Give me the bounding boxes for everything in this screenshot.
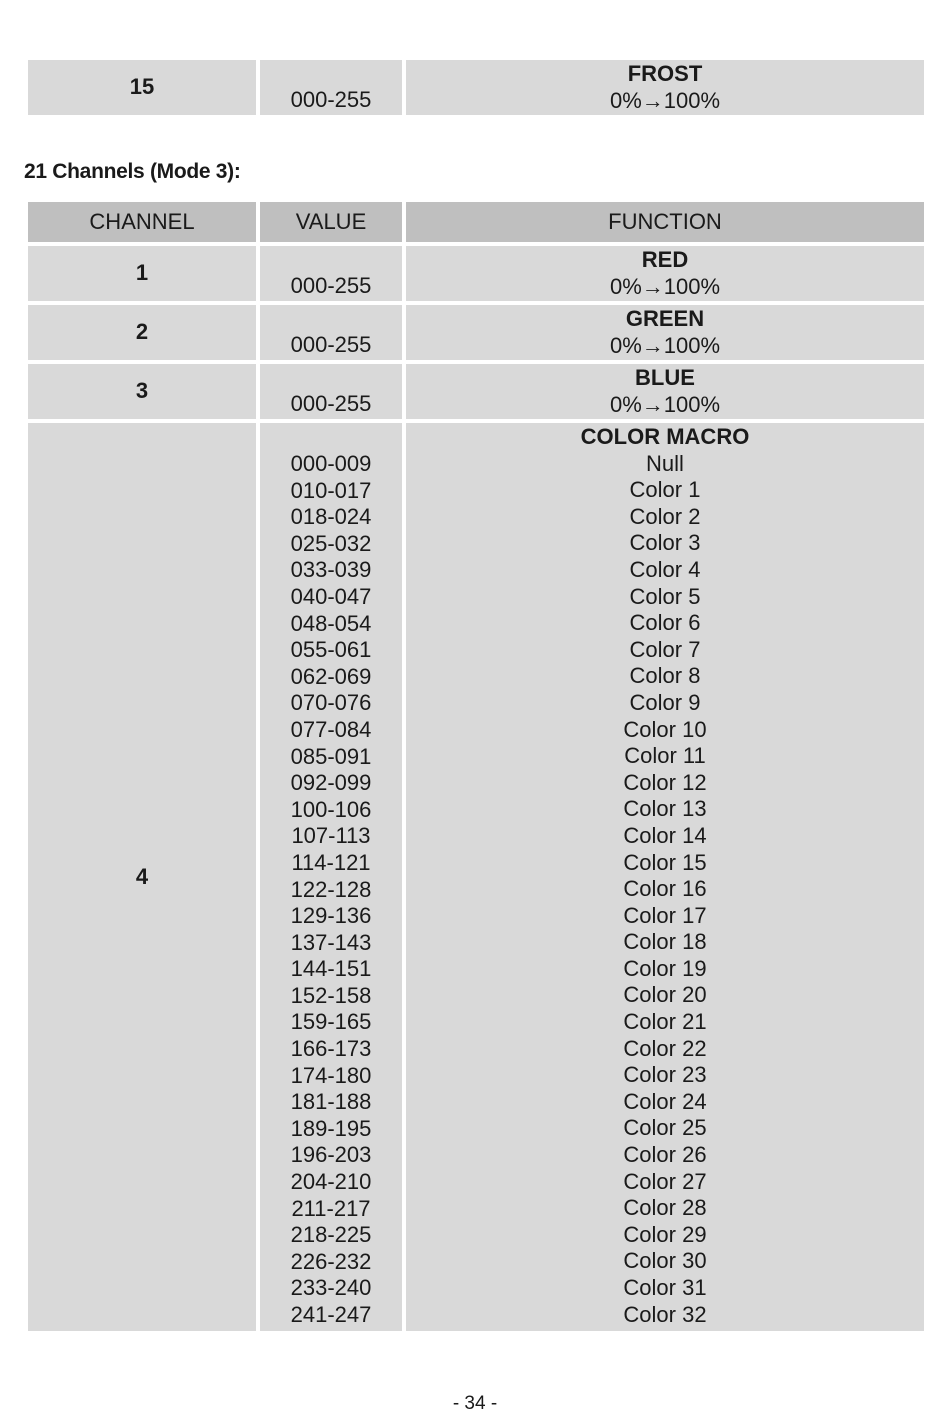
function-cell bbox=[406, 60, 924, 115]
value-text: 000-255 bbox=[290, 332, 372, 358]
macro-value: 070-076 bbox=[290, 690, 372, 716]
function-detail: 0%→100% bbox=[609, 332, 721, 358]
macro-function: Color 17 bbox=[623, 902, 707, 928]
macro-value: 152-158 bbox=[290, 982, 372, 1008]
table-row bbox=[28, 60, 924, 115]
macro-function: Color 2 bbox=[629, 503, 701, 529]
macro-function: Color 5 bbox=[629, 583, 701, 609]
macro-function: Color 25 bbox=[623, 1115, 707, 1141]
macro-function: Color 12 bbox=[623, 769, 707, 795]
table-row-color-macro bbox=[28, 423, 924, 1331]
channel-cell: 1 bbox=[28, 246, 256, 301]
macro-value: 129-136 bbox=[290, 903, 372, 929]
macro-function: Color 1 bbox=[629, 477, 701, 503]
macro-function: Color 13 bbox=[623, 796, 707, 822]
function-detail: 0%→100% bbox=[609, 87, 721, 113]
macro-value: 107-113 bbox=[291, 823, 371, 849]
macro-value: 189-195 bbox=[290, 1115, 372, 1141]
macro-function: Color 30 bbox=[623, 1248, 707, 1274]
macro-value: 137-143 bbox=[290, 929, 372, 955]
macro-value: 085-091 bbox=[290, 743, 372, 769]
macro-value: 174-180 bbox=[290, 1062, 372, 1088]
function-cell bbox=[406, 364, 924, 419]
function-cell bbox=[406, 423, 924, 1331]
macro-function: Color 7 bbox=[629, 636, 701, 662]
macro-value: 077-084 bbox=[290, 716, 372, 742]
macro-value: 092-099 bbox=[290, 770, 372, 796]
channel-cell: 3 bbox=[28, 364, 256, 419]
macro-function: Color 24 bbox=[623, 1088, 707, 1114]
macro-value: 218-225 bbox=[290, 1222, 372, 1248]
previous-table-continuation bbox=[28, 60, 924, 119]
macro-function: Color 23 bbox=[623, 1062, 707, 1088]
macro-value: 166-173 bbox=[290, 1036, 372, 1062]
macro-function: Color 9 bbox=[629, 689, 701, 715]
macro-value: 204-210 bbox=[290, 1169, 372, 1195]
channel-cell: 2 bbox=[28, 305, 256, 360]
macro-function: Color 32 bbox=[623, 1301, 707, 1327]
function-title: COLOR MACRO bbox=[580, 424, 750, 449]
value-text: 000-255 bbox=[290, 273, 372, 299]
macro-function: Color 18 bbox=[623, 929, 707, 955]
macro-value: 000-009 bbox=[290, 451, 372, 476]
value-cell bbox=[260, 60, 402, 115]
macro-value: 048-054 bbox=[290, 610, 372, 636]
page-number: - 34 - bbox=[452, 1393, 498, 1414]
macro-function: Color 6 bbox=[629, 610, 701, 636]
macro-value: 144-151 bbox=[290, 956, 372, 982]
macro-value: 233-240 bbox=[290, 1275, 372, 1301]
table-row bbox=[28, 364, 924, 419]
macro-value: 226-232 bbox=[290, 1248, 372, 1274]
channel-cell: 15 bbox=[28, 60, 256, 115]
value-cell bbox=[260, 364, 402, 419]
macro-function: Color 14 bbox=[623, 822, 707, 848]
macro-function: Color 16 bbox=[623, 876, 707, 902]
macro-function: Color 26 bbox=[623, 1142, 707, 1168]
function-title: FROST bbox=[627, 61, 703, 86]
macro-function: Color 28 bbox=[623, 1195, 707, 1221]
macro-value: 040-047 bbox=[290, 583, 372, 609]
table-header-row bbox=[28, 202, 924, 242]
function-detail: 0%→100% bbox=[609, 391, 721, 417]
table-row bbox=[28, 246, 924, 301]
macro-value: 181-188 bbox=[290, 1089, 372, 1115]
channel-cell: 4 bbox=[28, 423, 256, 1331]
header-channel: CHANNEL bbox=[28, 202, 256, 242]
macro-function: Color 31 bbox=[623, 1275, 707, 1300]
macro-value: 100-106 bbox=[290, 796, 372, 822]
macro-function: Color 3 bbox=[629, 530, 701, 556]
macro-value: 025-032 bbox=[290, 530, 372, 556]
function-cell bbox=[406, 305, 924, 360]
macro-value: 241-247 bbox=[290, 1302, 372, 1327]
macro-value: 211-217 bbox=[291, 1195, 371, 1221]
macro-function: Color 21 bbox=[623, 1009, 707, 1035]
header-function: FUNCTION bbox=[406, 202, 924, 242]
function-title: RED bbox=[641, 247, 689, 272]
macro-function: Color 22 bbox=[623, 1035, 707, 1061]
macro-value: 055-061 bbox=[290, 637, 372, 663]
function-title: BLUE bbox=[635, 365, 695, 390]
macro-value: 159-165 bbox=[290, 1009, 372, 1035]
macro-function: Color 11 bbox=[624, 743, 706, 769]
value-cell bbox=[260, 305, 402, 360]
macro-value: 114-121 bbox=[291, 849, 371, 875]
value-cell bbox=[260, 423, 402, 1331]
section-title: 21 Channels (Mode 3): bbox=[24, 160, 241, 183]
macro-value: 122-128 bbox=[290, 876, 372, 902]
macro-function: Color 8 bbox=[629, 663, 701, 689]
value-text: 000-255 bbox=[290, 391, 372, 417]
function-cell bbox=[406, 246, 924, 301]
function-title: GREEN bbox=[625, 306, 705, 331]
macro-function: Color 4 bbox=[629, 556, 701, 582]
channel-table bbox=[28, 202, 924, 1335]
macro-value: 018-024 bbox=[290, 504, 372, 530]
value-text: 000-255 bbox=[290, 87, 372, 113]
macro-function: Color 27 bbox=[623, 1168, 707, 1194]
macro-value: 033-039 bbox=[290, 557, 372, 583]
table-row bbox=[28, 305, 924, 360]
macro-function: Color 10 bbox=[623, 716, 707, 742]
macro-function: Color 15 bbox=[623, 849, 707, 875]
macro-function: Color 20 bbox=[623, 982, 707, 1008]
macro-function: Color 19 bbox=[623, 955, 707, 981]
function-detail: 0%→100% bbox=[609, 273, 721, 299]
macro-function: Color 29 bbox=[623, 1221, 707, 1247]
macro-function: Null bbox=[646, 450, 684, 476]
value-cell bbox=[260, 246, 402, 301]
header-value: VALUE bbox=[260, 202, 402, 242]
macro-value: 196-203 bbox=[290, 1142, 372, 1168]
macro-value: 062-069 bbox=[290, 663, 372, 689]
macro-value: 010-017 bbox=[290, 477, 372, 503]
